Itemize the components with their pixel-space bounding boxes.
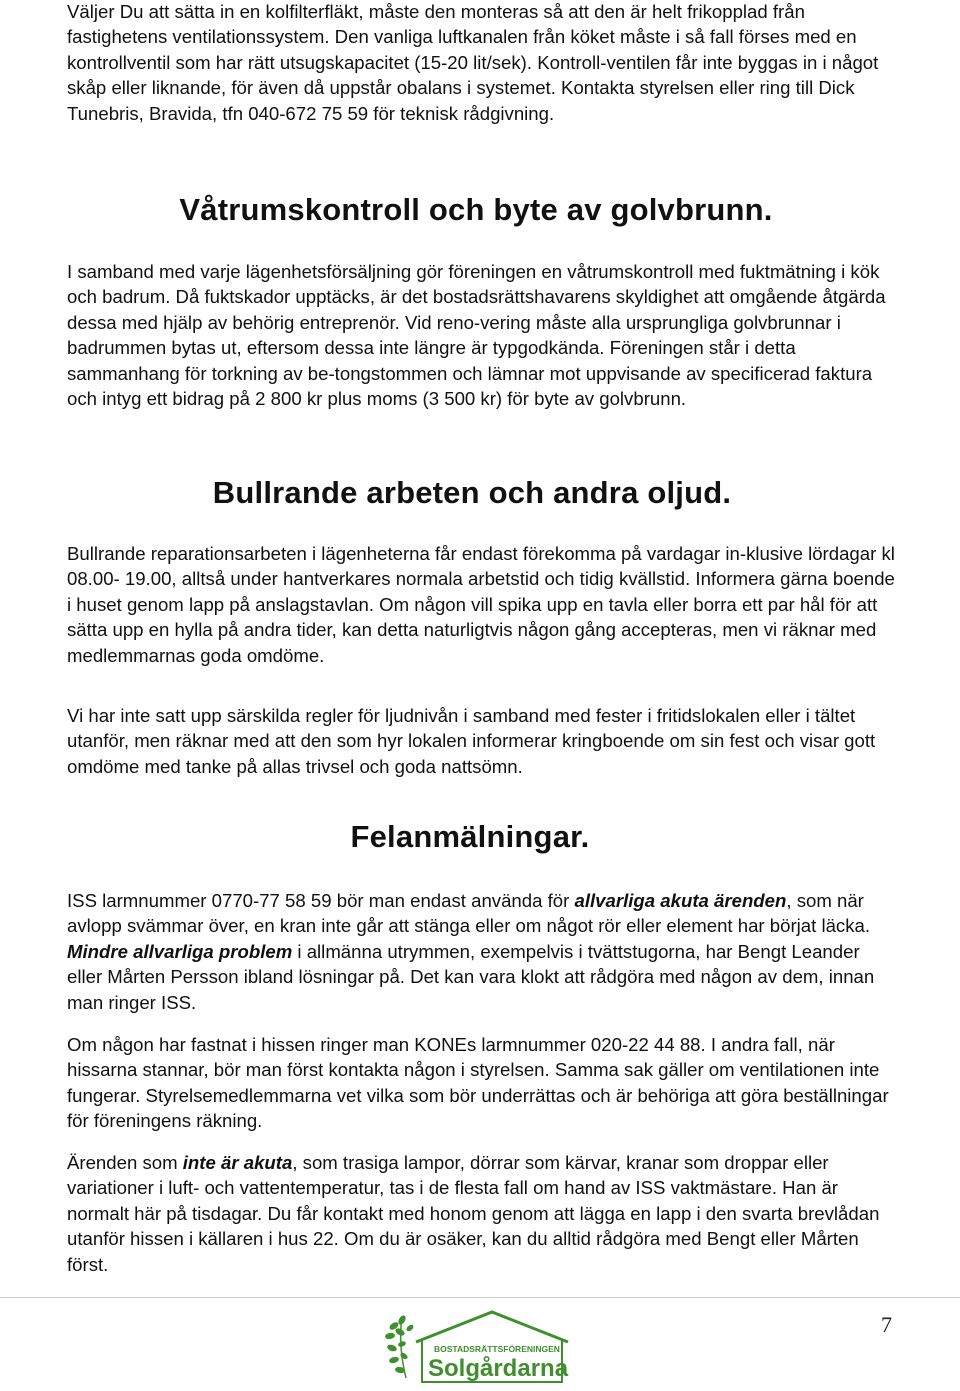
emphasis-inte-akuta: inte är akuta [182, 1152, 293, 1173]
text-run: Ärenden som [67, 1152, 183, 1173]
logo-top-text: BOSTADSRÄTTSFÖRENINGEN [434, 1344, 560, 1354]
footer-divider [0, 1297, 960, 1298]
felanmalan-paragraph-3 [67, 1150, 897, 1277]
heading-bullrande-arbeten: Bullrande arbeten och andra oljud. [212, 475, 732, 510]
emphasis-mindre-allvarliga: Mindre allvarliga problem [67, 940, 293, 962]
felanmalan-paragraph-1 [67, 888, 897, 1015]
page-number: 7 [881, 1312, 892, 1337]
logo-name-text: Solgårdarna [428, 1355, 569, 1382]
heading-vatrumskontroll: Våtrumskontroll och byte av golvbrunn. [179, 192, 773, 227]
solgardarna-logo [380, 1306, 580, 1386]
emphasis-allvarliga-akuta: allvarliga akuta ärenden [574, 890, 787, 911]
intro-paragraph: Väljer Du att sätta in en kolfilterfläkt, måste den monteras så att den är helt frikopplad från fastighetens ventilationssystem. Den vanliga luftkanalen från köket måste i så fall förses med en kontrollventil som har rätt utsugskapacitet (15-20 lit/sek). Kontroll-ventilen får inte byggas in i något skåp eller liknande, för även då uppstår obalans i systemet. Kontakta styrelsen eller ring till Dick Tunebris, Bravida, tfn 040-672 75 59 för teknisk rådgivning. [67, 1, 879, 124]
buller-paragraph-1: Bullrande reparationsarbeten i lägenheterna får endast förekomma på vardagar in-klusive lördagar kl 08.00- 19.00, alltså under hantverkares normala arbetstid och tidig kvällstid. Informera gärna boende i huset genom lapp på anslagstavlan. Om någon vill spika upp en tavla eller borra ett par hål för att sätta upp en hylla på andra tider, kan detta naturligtvis någon gång accepteras, men vi räknar med medlemmarnas goda omdöme. [67, 543, 895, 666]
house-leaf-logo-icon [380, 1306, 580, 1386]
text-run: i allmänna utrymmen, exempelvis i tvättstugorna, har Bengt Leander eller Mårten Persson ibland lösningar på. Det kan vara klokt att rådgöra med någon av dem, innan man ringer ISS. [67, 940, 875, 1013]
vatrum-paragraph: I samband med varje lägenhetsförsäljning gör föreningen en våtrumskontroll med fuktmätning i kök och badrum. Då fuktskador upptäcks, är det bostadsrättshavarens skyldighet att omgående åtgärda dessa med hjälp av behörig entreprenör. Vid reno-vering måste alla ursprungliga golvbrunnar i badrummen bytas ut, eftersom dessa inte längre är typgodkända. Föreningen står i detta sammanhang för torkning av be-tongstommen och lämnar mot uppvisande av specificerad faktura och intyg ett bidrag på 2 800 kr plus moms (3 500 kr) för byte av golvbrunn. [67, 261, 886, 410]
buller-paragraph-2: Vi har inte satt upp särskilda regler för ljudnivån i samband med fester i fritidslokalen eller i tältet utanför, men räknar med att den som hyr lokalen informerar kringboende om sin fest och visar gott omdöme med tanke på allas trivsel och goda nattsömn. [67, 705, 876, 777]
text-run: , som trasiga lampor, dörrar som kärvar, kranar som droppar eller variationer i luft- och vattentemperatur, tas i de flesta fall om hand av ISS vaktmästare. Han är normalt här på tisdagar. Du får kontakt med honom genom att lägga en lapp i den svarta brevlådan utanför hissen i källaren i hus 22. Om du är osäker, kan du alltid rådgöra med Bengt eller Mårten först. [67, 1152, 880, 1275]
felanmalan-paragraph-2: Om någon har fastnat i hissen ringer man KONEs larmnummer 020-22 44 88. I andra fall, när hissarna stannar, bör man först kontakta någon i styrelsen. Samma sak gäller om ventilationen inte fungerar. Styrelsemedlemmarna vet vilka som bör underrättas och är behöriga att göra beställningar för föreningens räkning. [67, 1034, 889, 1132]
heading-felanmalningar: Felanmälningar. [350, 819, 590, 854]
text-run: ISS larmnummer 0770-77 58 59 bör man endast använda för [67, 890, 575, 911]
text-run: , som när avlopp svämmar över, en kran inte går att stänga eller om något rör eller element har börjat läcka. [67, 890, 871, 937]
